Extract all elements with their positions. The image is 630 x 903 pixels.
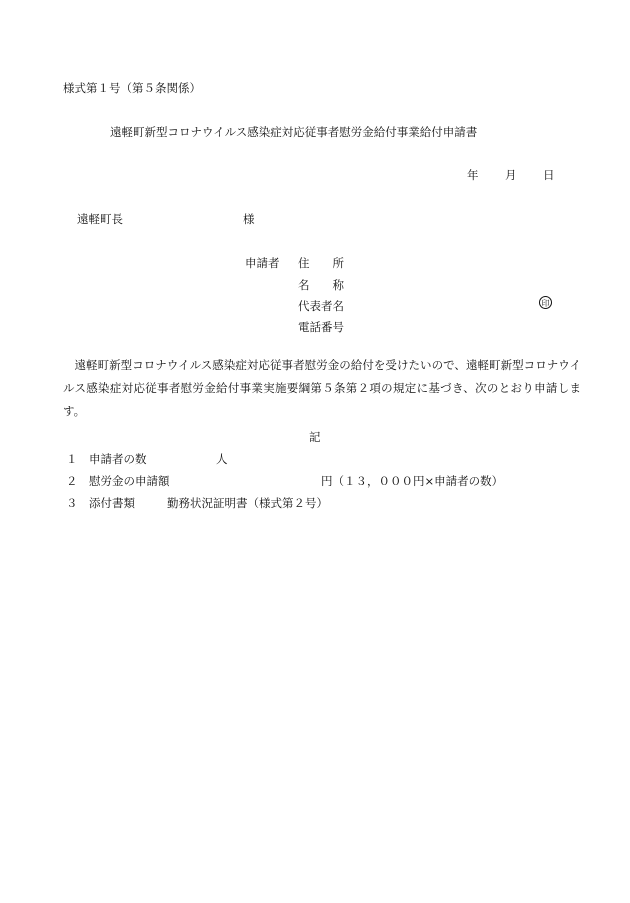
- item-1-label: 申請者の数: [89, 452, 147, 466]
- item-1-number: １: [66, 452, 78, 466]
- item-2-value: 円（１３，０００円×申請者の数）: [321, 474, 504, 488]
- item-3-label: 添付書類: [89, 496, 135, 510]
- address-label: 住 所: [298, 256, 344, 270]
- form-number: 様式第１号（第５条関係）: [63, 81, 201, 95]
- addressee-honorific: 様: [243, 212, 255, 226]
- item-3-value: 勤務状況証明書（様式第２号）: [167, 496, 328, 510]
- item-1-value: 人: [216, 452, 228, 466]
- date-day-label: 日: [543, 168, 555, 182]
- date-month-label: 月: [505, 168, 517, 182]
- document-title: 遠軽町新型コロナウイルス感染症対応従事者慰労金給付事業給付申請書: [110, 125, 478, 139]
- name-label: 名 称: [298, 278, 344, 292]
- item-2-label: 慰労金の申請額: [89, 474, 170, 488]
- representative-label: 代表者名: [298, 299, 344, 313]
- phone-label: 電話番号: [298, 320, 344, 334]
- applicant-label: 申請者: [245, 256, 280, 270]
- item-3-number: ３: [66, 496, 78, 510]
- item-2-number: ２: [66, 474, 78, 488]
- date-year-label: 年: [467, 168, 479, 182]
- body-paragraph: 遠軽町新型コロナウイルス感染症対応従事者慰労金の給付を受けたいので、遠軽町新型コロナウイルス感染症対応従事者慰労金給付事業実施要綱第５条第２項の規定に基づき、次のとおり申請します。: [63, 358, 581, 418]
- ki-heading: 記: [309, 430, 321, 444]
- addressee-name: 遠軽町長: [77, 212, 123, 226]
- seal-icon: 印: [539, 296, 552, 309]
